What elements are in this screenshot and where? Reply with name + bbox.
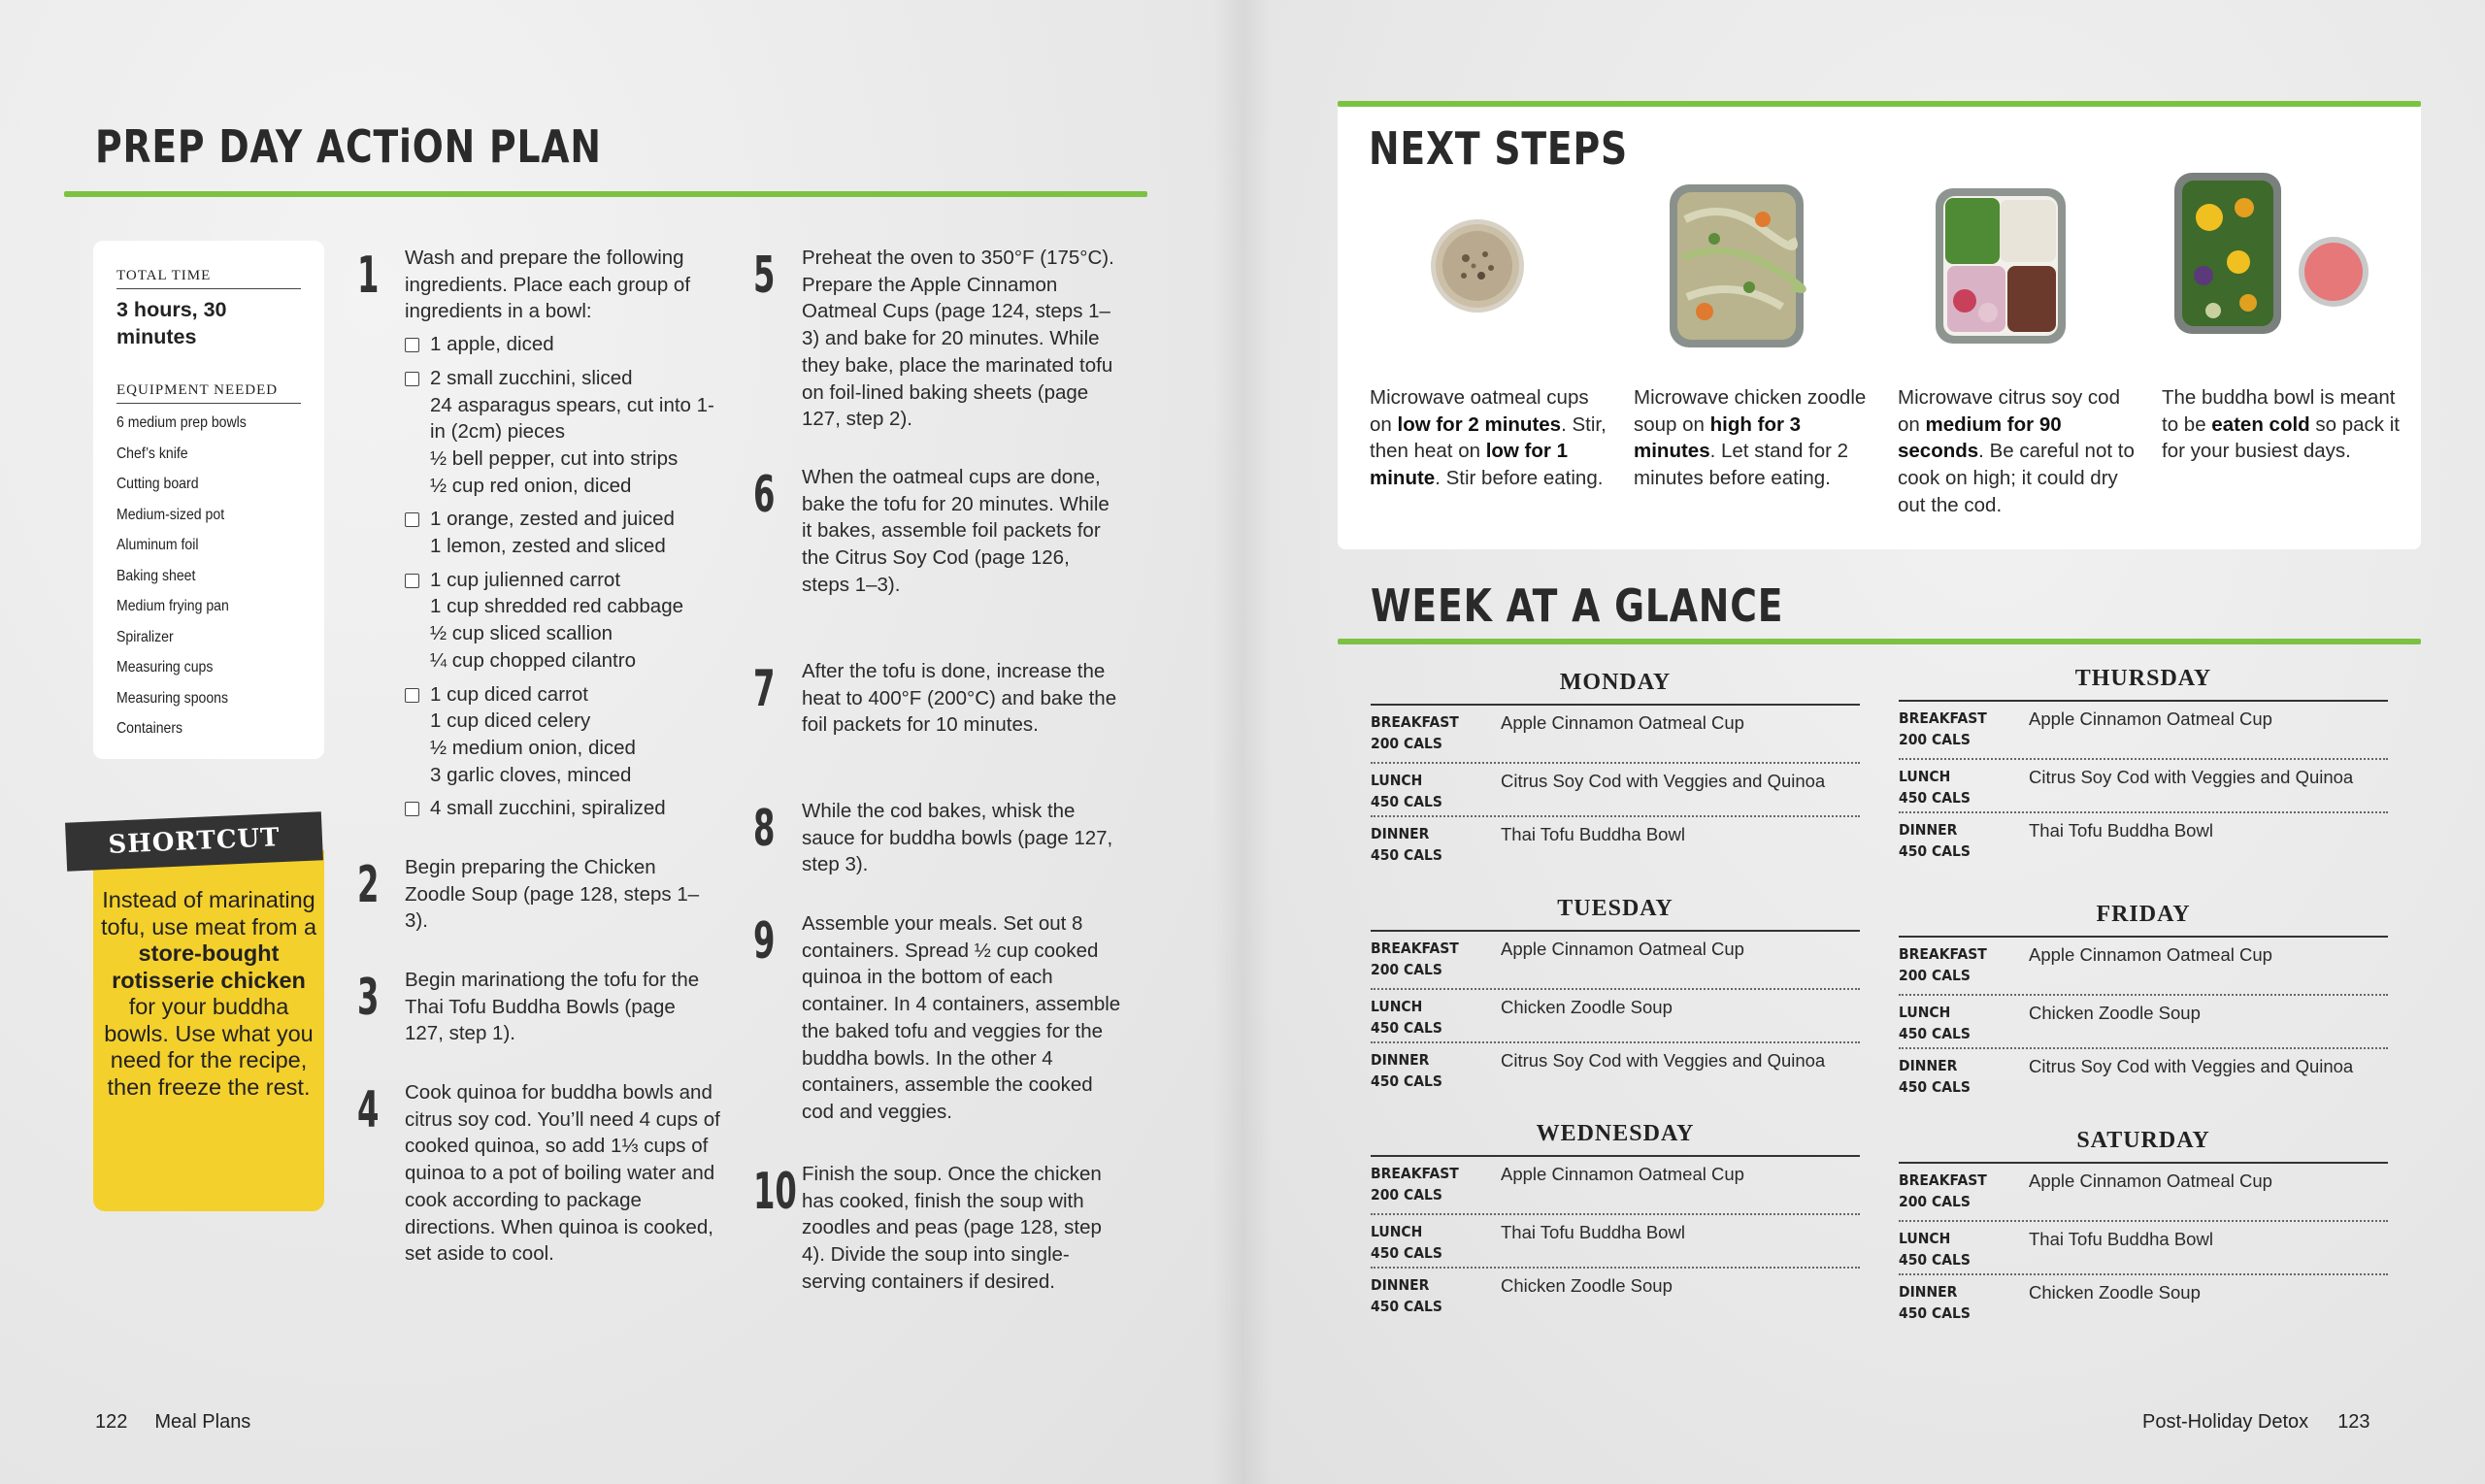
meal-calories: 450 CALS: [1371, 1019, 1442, 1037]
step-number-3: 3: [357, 969, 380, 1027]
meal-calories: 450 CALS: [1371, 793, 1442, 810]
meal-name: Chicken Zoodle Soup: [1501, 997, 1673, 1017]
next-steps-title: NEXT STEPS: [1369, 122, 1628, 175]
meal-calories: 450 CALS: [1899, 1078, 1971, 1096]
meal-label: [1899, 819, 1971, 862]
day-rule: [1899, 700, 2388, 702]
ingredient-line: [405, 762, 723, 789]
meal-label: [1371, 1049, 1442, 1092]
next-step-citrus-soy-cod: [1898, 384, 2140, 519]
ingredient-text: 1 apple, diced: [430, 333, 554, 356]
step-1-ingredients: [405, 331, 723, 822]
meal-divider: [1899, 1220, 2388, 1222]
right-section-name: Post-Holiday Detox: [2142, 1411, 2309, 1433]
meal-divider: [1899, 1047, 2388, 1049]
meal-type: BREAKFAST: [1371, 1165, 1459, 1182]
meal-label: [1371, 938, 1459, 980]
day-tuesday: TUESDAY: [1557, 896, 1673, 921]
ingredient-text: ½ cup red onion, diced: [430, 474, 632, 497]
ingredient-group: [405, 506, 723, 559]
ingredient-text: ½ cup sliced scallion: [430, 622, 613, 645]
step-2: Begin preparing the Chicken Zoodle Soup (page 128, steps 1–3).: [405, 856, 700, 933]
next-step-emphasis: eaten cold: [2211, 412, 2310, 436]
meal-label: [1899, 1228, 1971, 1270]
meal-type: BREAKFAST: [1899, 709, 1987, 727]
next-step-chicken-zoodle-soup: [1634, 384, 1876, 492]
week-title-underline: [1338, 639, 2421, 644]
ingredient-text: ¼ cup chopped cilantro: [430, 648, 636, 672]
meal-type: BREAKFAST: [1371, 940, 1459, 957]
step-number-4: 4: [357, 1081, 380, 1139]
ingredient-line: [405, 392, 723, 445]
ingredient-group: [405, 681, 723, 789]
equipment-item: Measuring spoons: [116, 689, 229, 707]
ingredient-text: 1 cup diced celery: [430, 709, 591, 733]
day-rule: [1371, 704, 1860, 706]
meal-label: [1371, 1221, 1442, 1264]
ingredient-line: [405, 708, 723, 735]
step-number-8: 8: [753, 800, 776, 858]
day-rule: [1371, 930, 1860, 932]
ingredient-line: [405, 506, 723, 533]
chicken-zoodle-soup-image: [1666, 181, 1807, 351]
next-step-emphasis: medium for 90 seconds: [1898, 412, 2062, 463]
step-number-7: 7: [753, 660, 776, 718]
meal-label: [1371, 1274, 1442, 1317]
day-rule: [1899, 1162, 2388, 1164]
meal-name: Apple Cinnamon Oatmeal Cup: [2029, 944, 2272, 965]
meal-calories: 200 CALS: [1371, 735, 1442, 752]
week-at-a-glance-title: WEEK AT A GLANCE: [1371, 579, 1784, 632]
step-1-intro: Wash and prepare the following ingredients. Place each group of ingredients in a bowl:: [405, 247, 691, 323]
checkbox-icon[interactable]: [405, 574, 419, 588]
step-9: Assemble your meals. Set out 8 containers. Spread ½ cup cooked quinoa in the bottom of each container. In 4 containers, assemble the baked tofu and veggies for the buddha bowls. In the other 4 containers, assemble the cooked cod and veggies.: [802, 912, 1121, 1123]
meal-type: LUNCH: [1899, 1230, 1951, 1247]
next-step-text: Microwave chicken zoodle soup on: [1634, 386, 1867, 436]
day-monday: MONDAY: [1559, 670, 1672, 695]
meal-calories: 200 CALS: [1899, 1193, 1971, 1210]
meal-name: Thai Tofu Buddha Bowl: [1501, 824, 1685, 844]
ingredient-text: 3 garlic cloves, minced: [430, 763, 632, 786]
next-step-emphasis: low for 2 minutes: [1397, 412, 1562, 436]
meal-calories: 450 CALS: [1371, 846, 1442, 864]
total-time-value: 3 hours, 30 minutes: [116, 298, 227, 348]
ingredient-group: [405, 331, 723, 358]
next-step-text: . Stir, then heat on: [1370, 412, 1607, 463]
equipment-item: 6 medium prep bowls: [116, 414, 247, 431]
ingredient-group: [405, 365, 723, 500]
step-4: Cook quinoa for buddha bowls and citrus soy cod. You’ll need 4 cups of cooked quinoa, so add 1⅓ cups of quinoa to a pot of boiling water and cook according to package directions. When quinoa is cooked, set aside to cool.: [405, 1081, 720, 1266]
meal-divider: [1371, 815, 1860, 817]
day-wednesday: WEDNESDAY: [1536, 1121, 1695, 1146]
meal-label: [1371, 1163, 1459, 1205]
step-3: Begin marinationg the tofu for the Thai Tofu Buddha Bowls (page 127, step 1).: [405, 969, 700, 1045]
meal-divider: [1371, 1267, 1860, 1269]
meal-name: Apple Cinnamon Oatmeal Cup: [1501, 1164, 1744, 1184]
meal-type: LUNCH: [1371, 998, 1423, 1015]
ingredient-line: [405, 567, 723, 594]
meal-name: Citrus Soy Cod with Veggies and Quinoa: [1501, 771, 1826, 791]
checkbox-icon[interactable]: [405, 372, 419, 386]
meal-name: Apple Cinnamon Oatmeal Cup: [2029, 709, 2272, 729]
shortcut-text-2: for your buddha bowls. Use what you need for the recipe, then freeze the rest.: [104, 994, 314, 1100]
ingredient-text: 1 cup diced carrot: [430, 682, 588, 706]
equipment-item: Spiralizer: [116, 628, 174, 645]
meal-name: Thai Tofu Buddha Bowl: [2029, 820, 2213, 841]
ingredient-text: 1 cup shredded red cabbage: [430, 595, 684, 618]
step-number-6: 6: [753, 466, 776, 524]
day-friday: FRIDAY: [2096, 902, 2191, 927]
next-steps-topline: [1338, 101, 2421, 107]
meal-type: BREAKFAST: [1899, 945, 1987, 963]
meal-divider: [1371, 988, 1860, 990]
meal-label: [1899, 1170, 1987, 1212]
step-6: When the oatmeal cups are done, bake the tofu for 20 minutes. While it bakes, assemble foil packets for the Citrus Soy Cod (page 126, steps 1–3).: [802, 466, 1110, 596]
meal-name: Thai Tofu Buddha Bowl: [2029, 1229, 2213, 1249]
meal-divider: [1899, 758, 2388, 760]
meal-name: Chicken Zoodle Soup: [2029, 1282, 2201, 1303]
meal-type: LUNCH: [1371, 772, 1423, 789]
meal-type: DINNER: [1899, 821, 1958, 839]
ingredient-text: 24 asparagus spears, cut into 1-in (2cm) pieces: [430, 393, 714, 444]
day-rule: [1371, 1155, 1860, 1157]
equipment-item: Baking sheet: [116, 567, 196, 584]
left-section-name: Meal Plans: [154, 1411, 251, 1433]
meal-calories: 450 CALS: [1899, 789, 1971, 807]
meal-calories: 200 CALS: [1899, 967, 1971, 984]
next-step-emphasis: low for 1 minute: [1370, 440, 1568, 490]
equipment-label: EQUIPMENT NEEDED: [116, 382, 301, 404]
step-5: Preheat the oven to 350°F (175°C). Prepare the Apple Cinnamon Oatmeal Cups (page 124, steps 1–3) and bake for 20 minutes. While they bake, place the marinated tofu on foil-lined baking sheets (page 127, step 2).: [802, 247, 1114, 431]
meal-divider: [1899, 994, 2388, 996]
step-number-2: 2: [357, 856, 380, 914]
checkbox-icon[interactable]: [405, 338, 419, 352]
meal-calories: 450 CALS: [1899, 1025, 1971, 1042]
equipment-item: Chef’s knife: [116, 445, 188, 462]
equipment-item: Medium-sized pot: [116, 506, 225, 523]
day-rule: [1899, 936, 2388, 938]
shortcut-text-1: Instead of marinating tofu, use meat from a: [100, 887, 317, 940]
ingredient-text: 1 cup julienned carrot: [430, 568, 621, 591]
ingredient-text: 1 orange, zested and juiced: [430, 508, 675, 531]
prep-day-title: PREP DAY ACTiON PLAN: [95, 120, 602, 173]
meal-calories: 450 CALS: [1899, 842, 1971, 860]
ingredient-text: 4 small zucchini, spiralized: [430, 797, 666, 820]
meal-calories: 450 CALS: [1899, 1304, 1971, 1322]
meal-label: [1899, 1002, 1971, 1044]
meal-type: DINNER: [1899, 1057, 1958, 1074]
meal-name: Apple Cinnamon Oatmeal Cup: [1501, 712, 1744, 733]
meal-label: [1899, 1055, 1971, 1098]
next-step-oatmeal-cup: [1370, 384, 1612, 492]
meal-type: DINNER: [1899, 1283, 1958, 1301]
step-number-5: 5: [753, 247, 776, 305]
next-step-text: . Let stand for 2 minutes before eating.: [1634, 440, 1849, 490]
ingredient-line: [405, 473, 723, 500]
meal-label: [1371, 770, 1442, 812]
right-page-number: 123: [2337, 1411, 2370, 1433]
meal-calories: 450 CALS: [1371, 1244, 1442, 1262]
meal-label: [1371, 996, 1442, 1039]
meal-name: Citrus Soy Cod with Veggies and Quinoa: [2029, 1056, 2354, 1076]
next-step-text: Microwave citrus soy cod on: [1898, 386, 2120, 436]
ingredient-text: 1 lemon, zested and sliced: [430, 535, 666, 558]
ingredient-line: [405, 681, 723, 709]
title-underline: [64, 191, 1147, 197]
meal-name: Apple Cinnamon Oatmeal Cup: [1501, 939, 1744, 959]
meal-type: DINNER: [1371, 1051, 1430, 1069]
meal-label: [1371, 823, 1442, 866]
meal-calories: 200 CALS: [1899, 731, 1971, 748]
meal-divider: [1899, 1273, 2388, 1275]
meal-divider: [1899, 811, 2388, 813]
book-gutter: [1213, 0, 1272, 1484]
buddha-bowl-image: [2170, 169, 2374, 338]
meal-name: Apple Cinnamon Oatmeal Cup: [2029, 1171, 2272, 1191]
meal-name: Citrus Soy Cod with Veggies and Quinoa: [1501, 1050, 1826, 1071]
meal-name: Chicken Zoodle Soup: [2029, 1003, 2201, 1023]
ingredient-text: ½ medium onion, diced: [430, 736, 636, 759]
meal-calories: 450 CALS: [1371, 1298, 1442, 1315]
meal-type: BREAKFAST: [1899, 1171, 1987, 1189]
meal-name: Thai Tofu Buddha Bowl: [1501, 1222, 1685, 1242]
ingredient-line: [405, 593, 723, 620]
meal-name: Citrus Soy Cod with Veggies and Quinoa: [2029, 767, 2354, 787]
ingredient-line: [405, 331, 723, 358]
meal-divider: [1371, 762, 1860, 764]
step-number-9: 9: [753, 912, 776, 971]
step-1: [405, 245, 723, 822]
shortcut-label: SHORTCUT: [107, 823, 282, 860]
next-step-emphasis: high for 3 minutes: [1634, 412, 1802, 463]
equipment-item: Aluminum foil: [116, 537, 199, 553]
ingredient-text: 2 small zucchini, sliced: [430, 366, 633, 389]
ingredient-text: ½ bell pepper, cut into strips: [430, 446, 679, 470]
equipment-item: Cutting board: [116, 476, 199, 492]
ingredient-line: [405, 445, 723, 473]
meal-type: BREAKFAST: [1371, 713, 1459, 731]
info-card: [93, 241, 324, 759]
next-step-text: Microwave oatmeal cups on: [1370, 386, 1589, 436]
meal-divider: [1371, 1041, 1860, 1043]
day-thursday: THURSDAY: [2074, 666, 2212, 691]
step-10: Finish the soup. Once the chicken has cooked, finish the soup with zoodles and peas (page 128, step 4). Divide the soup into single-serving containers if desired.: [802, 1163, 1102, 1293]
ingredient-line: [405, 620, 723, 647]
equipment-item: Medium frying pan: [116, 598, 229, 614]
right-folio: [2142, 1411, 2370, 1434]
meal-divider: [1371, 1213, 1860, 1215]
ingredient-line: [405, 533, 723, 560]
meal-calories: 200 CALS: [1371, 961, 1442, 978]
ingredient-line: [405, 735, 723, 762]
meal-calories: 450 CALS: [1899, 1251, 1971, 1269]
meal-type: LUNCH: [1371, 1223, 1423, 1240]
shortcut-text-bold: store-bought rotisserie chicken: [112, 940, 306, 993]
checkbox-icon[interactable]: [405, 512, 419, 527]
step-number-1: 1: [357, 247, 380, 305]
day-saturday: SATURDAY: [2076, 1128, 2210, 1153]
checkbox-icon[interactable]: [405, 688, 419, 703]
next-step-text: . Stir before eating.: [1435, 467, 1604, 490]
ingredient-line: [405, 365, 723, 392]
shortcut-text: [97, 887, 320, 1101]
ingredient-line: [405, 647, 723, 675]
next-step-text: The buddha bowl is meant to be: [2162, 386, 2396, 436]
meal-type: LUNCH: [1899, 768, 1951, 785]
step-7: After the tofu is done, increase the heat to 400°F (200°C) and bake the foil packets for 10 minutes.: [802, 660, 1117, 737]
meal-label: [1899, 943, 1987, 986]
meal-label: [1371, 711, 1459, 754]
step-number-10: 10: [753, 1163, 797, 1221]
oatmeal-cup-image: [1427, 215, 1528, 316]
meal-label: [1899, 766, 1971, 808]
meal-calories: 450 CALS: [1371, 1072, 1442, 1090]
meal-type: LUNCH: [1899, 1004, 1951, 1021]
total-time-label: TOTAL TIME: [116, 268, 301, 289]
left-folio: [95, 1411, 250, 1434]
equipment-item: Containers: [116, 720, 183, 737]
checkbox-icon[interactable]: [405, 802, 419, 816]
meal-calories: 200 CALS: [1371, 1186, 1442, 1204]
meal-label: [1899, 708, 1987, 750]
citrus-soy-cod-image: [1932, 184, 2070, 347]
ingredient-group: [405, 567, 723, 675]
next-step-text: . Be careful not to cook on high; it could dry out the cod.: [1898, 440, 2135, 516]
step-8: While the cod bakes, whisk the sauce for buddha bowls (page 127, step 3).: [802, 800, 1113, 876]
meal-label: [1899, 1281, 1971, 1324]
next-step-text: so pack it for your busiest days.: [2162, 412, 2400, 463]
ingredient-line: [405, 795, 723, 822]
meal-name: Chicken Zoodle Soup: [1501, 1275, 1673, 1296]
equipment-item: Measuring cups: [116, 659, 214, 676]
next-step-buddha-bowl: [2162, 384, 2404, 465]
left-page-number: 122: [95, 1411, 128, 1433]
equipment-list: [116, 408, 311, 744]
ingredient-group: [405, 795, 723, 822]
meal-type: DINNER: [1371, 1276, 1430, 1294]
meal-type: DINNER: [1371, 825, 1430, 842]
